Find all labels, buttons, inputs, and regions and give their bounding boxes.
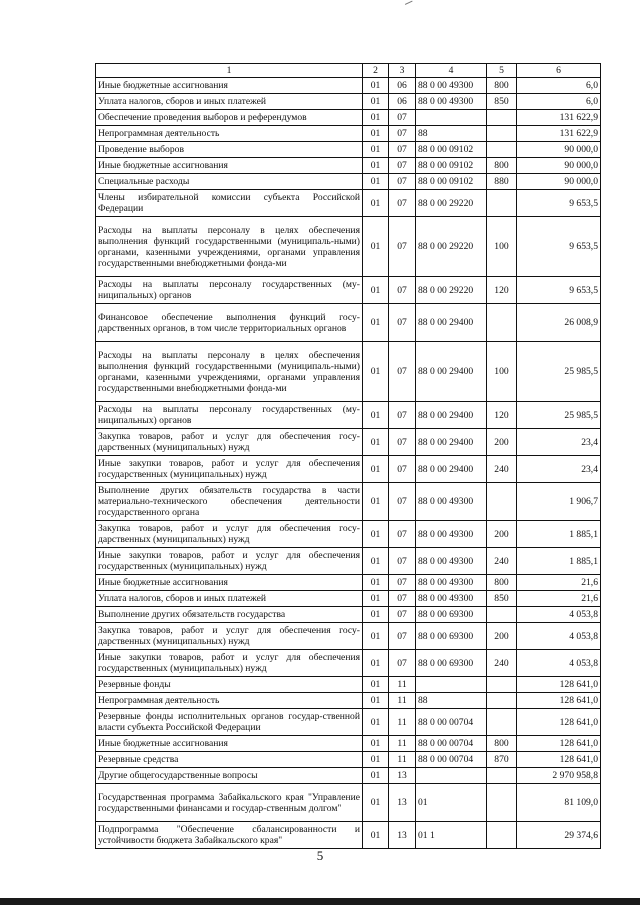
subsection-code: 07 — [389, 607, 416, 623]
table-row — [96, 768, 601, 784]
amount: 25 985,5 — [517, 402, 601, 429]
section-code: 01 — [363, 110, 389, 126]
expense-type-code — [487, 822, 517, 849]
budget-table — [95, 63, 601, 849]
amount: 23,4 — [517, 456, 601, 483]
table-row — [96, 94, 601, 110]
amount: 21,6 — [517, 591, 601, 607]
amount: 4 053,8 — [517, 623, 601, 650]
section-code: 01 — [363, 623, 389, 650]
section-code: 01 — [363, 736, 389, 752]
scan-bottom-edge — [0, 898, 640, 905]
column-number: 2 — [363, 64, 389, 78]
table-row — [96, 402, 601, 429]
amount: 128 641,0 — [517, 693, 601, 709]
table-row — [96, 483, 601, 521]
subsection-code: 07 — [389, 110, 416, 126]
amount: 128 641,0 — [517, 709, 601, 736]
expense-name: Непрограммная деятельность — [96, 693, 363, 709]
subsection-code: 11 — [389, 677, 416, 693]
target-article-code: 88 0 00 29400 — [416, 429, 487, 456]
column-number: 5 — [487, 64, 517, 78]
target-article-code: 88 0 00 49300 — [416, 521, 487, 548]
table-row — [96, 78, 601, 94]
subsection-code: 07 — [389, 483, 416, 521]
target-article-code: 88 0 00 29220 — [416, 190, 487, 217]
expense-type-code: 850 — [487, 94, 517, 110]
amount: 90 000,0 — [517, 174, 601, 190]
subsection-code: 07 — [389, 650, 416, 677]
target-article-code: 88 0 00 29400 — [416, 342, 487, 402]
amount: 81 109,0 — [517, 784, 601, 822]
expense-name: Иные бюджетные ассигнования — [96, 575, 363, 591]
target-article-code: 88 0 00 49300 — [416, 591, 487, 607]
section-code: 01 — [363, 548, 389, 575]
section-code: 01 — [363, 158, 389, 174]
section-code: 01 — [363, 456, 389, 483]
subsection-code: 07 — [389, 575, 416, 591]
expense-name: Непрограммная деятельность — [96, 126, 363, 142]
target-article-code: 01 1 — [416, 822, 487, 849]
section-code: 01 — [363, 677, 389, 693]
table-row — [96, 736, 601, 752]
subsection-code: 11 — [389, 736, 416, 752]
amount: 25 985,5 — [517, 342, 601, 402]
table-row — [96, 521, 601, 548]
table-row — [96, 591, 601, 607]
table-row — [96, 456, 601, 483]
expense-type-code — [487, 607, 517, 623]
expense-name: Расходы на выплаты персоналу государственных (му-ниципальных) органов — [96, 277, 363, 304]
subsection-code: 07 — [389, 190, 416, 217]
target-article-code: 88 0 00 69300 — [416, 607, 487, 623]
section-code: 01 — [363, 822, 389, 849]
expense-name: Иные бюджетные ассигнования — [96, 736, 363, 752]
section-code: 01 — [363, 709, 389, 736]
amount: 9 653,5 — [517, 190, 601, 217]
expense-name: Уплата налогов, сборов и иных платежей — [96, 591, 363, 607]
amount: 4 053,8 — [517, 650, 601, 677]
table-row — [96, 217, 601, 277]
target-article-code: 88 0 00 29400 — [416, 456, 487, 483]
target-article-code — [416, 768, 487, 784]
section-code: 01 — [363, 277, 389, 304]
subsection-code: 07 — [389, 126, 416, 142]
section-code: 01 — [363, 521, 389, 548]
amount: 131 622,9 — [517, 110, 601, 126]
expense-name: Закупка товаров, работ и услуг для обеспечения госу-дарственных (муниципальных) нужд — [96, 521, 363, 548]
table-row — [96, 575, 601, 591]
table-row — [96, 429, 601, 456]
table-row — [96, 142, 601, 158]
expense-type-code — [487, 126, 517, 142]
column-number: 3 — [389, 64, 416, 78]
expense-type-code — [487, 190, 517, 217]
expense-name: Закупка товаров, работ и услуг для обеспечения госу-дарственных (муниципальных) нужд — [96, 429, 363, 456]
table-row — [96, 607, 601, 623]
amount: 4 053,8 — [517, 607, 601, 623]
expense-type-code: 200 — [487, 429, 517, 456]
expense-name: Резервные средства — [96, 752, 363, 768]
table-row — [96, 110, 601, 126]
section-code: 01 — [363, 752, 389, 768]
expense-type-code: 800 — [487, 736, 517, 752]
amount: 90 000,0 — [517, 142, 601, 158]
expense-name: Расходы на выплаты персоналу в целях обеспечения выполнения функций государственными (муниципаль-ными) органами, казенными учреждениями, органами управления государственными внебюджетными фонда-ми — [96, 342, 363, 402]
expense-name: Иные бюджетные ассигнования — [96, 78, 363, 94]
expense-name: Расходы на выплаты персоналу государственных (му-ниципальных) органов — [96, 402, 363, 429]
subsection-code: 07 — [389, 591, 416, 607]
table-row — [96, 822, 601, 849]
column-number: 4 — [416, 64, 487, 78]
expense-type-code: 200 — [487, 521, 517, 548]
target-article-code: 88 0 00 49300 — [416, 548, 487, 575]
subsection-code: 06 — [389, 94, 416, 110]
expense-type-code: 120 — [487, 277, 517, 304]
target-article-code: 88 0 00 49300 — [416, 94, 487, 110]
expense-name: Иные бюджетные ассигнования — [96, 158, 363, 174]
amount: 131 622,9 — [517, 126, 601, 142]
amount: 23,4 — [517, 429, 601, 456]
subsection-code: 07 — [389, 521, 416, 548]
section-code: 01 — [363, 94, 389, 110]
target-article-code: 88 0 00 49300 — [416, 78, 487, 94]
amount: 2 970 958,8 — [517, 768, 601, 784]
target-article-code: 88 0 00 49300 — [416, 483, 487, 521]
expense-name: Подпрограмма "Обеспечение сбалансированности и устойчивости бюджета Забайкальского края" — [96, 822, 363, 849]
subsection-code: 07 — [389, 429, 416, 456]
table-row — [96, 709, 601, 736]
expense-name: Специальные расходы — [96, 174, 363, 190]
column-number-row — [96, 64, 601, 78]
section-code: 01 — [363, 429, 389, 456]
expense-type-code — [487, 677, 517, 693]
subsection-code: 11 — [389, 693, 416, 709]
expense-name: Иные закупки товаров, работ и услуг для обеспечения государственных (муниципальных) нужд — [96, 456, 363, 483]
target-article-code: 88 0 00 49300 — [416, 575, 487, 591]
target-article-code: 88 0 00 29400 — [416, 304, 487, 342]
section-code: 01 — [363, 142, 389, 158]
table-row — [96, 126, 601, 142]
target-article-code: 88 0 00 00704 — [416, 709, 487, 736]
target-article-code: 88 0 00 69300 — [416, 650, 487, 677]
subsection-code: 07 — [389, 456, 416, 483]
subsection-code: 07 — [389, 342, 416, 402]
expense-type-code — [487, 768, 517, 784]
expense-name: Иные закупки товаров, работ и услуг для обеспечения государственных (муниципальных) нужд — [96, 650, 363, 677]
section-code: 01 — [363, 217, 389, 277]
section-code: 01 — [363, 174, 389, 190]
expense-name: Уплата налогов, сборов и иных платежей — [96, 94, 363, 110]
section-code: 01 — [363, 126, 389, 142]
expense-type-code — [487, 142, 517, 158]
subsection-code: 07 — [389, 158, 416, 174]
section-code: 01 — [363, 784, 389, 822]
subsection-code: 13 — [389, 784, 416, 822]
section-code: 01 — [363, 591, 389, 607]
table-row — [96, 752, 601, 768]
expense-type-code: 240 — [487, 650, 517, 677]
table-row — [96, 677, 601, 693]
target-article-code: 01 — [416, 784, 487, 822]
section-code: 01 — [363, 693, 389, 709]
amount: 128 641,0 — [517, 736, 601, 752]
table-row — [96, 277, 601, 304]
target-article-code: 88 0 00 00704 — [416, 752, 487, 768]
amount: 1 885,1 — [517, 521, 601, 548]
page-number: 5 — [316, 848, 324, 863]
expense-type-code — [487, 483, 517, 521]
expense-name: Выполнение других обязательств государства в части материально-технического обеспечения деятельности государственного органа — [96, 483, 363, 521]
target-article-code: 88 0 00 29220 — [416, 217, 487, 277]
table-row — [96, 623, 601, 650]
expense-name: Выполнение других обязательств государства — [96, 607, 363, 623]
expense-type-code: 870 — [487, 752, 517, 768]
section-code: 01 — [363, 575, 389, 591]
expense-type-code — [487, 693, 517, 709]
amount: 29 374,6 — [517, 822, 601, 849]
amount: 26 008,9 — [517, 304, 601, 342]
section-code: 01 — [363, 78, 389, 94]
amount: 1 906,7 — [517, 483, 601, 521]
table-row — [96, 548, 601, 575]
target-article-code: 88 0 00 09102 — [416, 142, 487, 158]
target-article-code: 88 — [416, 126, 487, 142]
expense-type-code: 800 — [487, 158, 517, 174]
amount: 21,6 — [517, 575, 601, 591]
subsection-code: 11 — [389, 752, 416, 768]
subsection-code: 07 — [389, 402, 416, 429]
target-article-code: 88 — [416, 693, 487, 709]
table-row — [96, 650, 601, 677]
target-article-code: 88 0 00 69300 — [416, 623, 487, 650]
section-code: 01 — [363, 304, 389, 342]
table-row — [96, 342, 601, 402]
expense-name: Резервные фонды исполнительных органов государ-ственной власти субъекта Российской Федерации — [96, 709, 363, 736]
expense-name: Другие общегосударственные вопросы — [96, 768, 363, 784]
amount: 128 641,0 — [517, 677, 601, 693]
expense-type-code: 120 — [487, 402, 517, 429]
subsection-code: 07 — [389, 277, 416, 304]
subsection-code: 07 — [389, 142, 416, 158]
subsection-code: 13 — [389, 768, 416, 784]
subsection-code: 07 — [389, 548, 416, 575]
amount: 9 653,5 — [517, 277, 601, 304]
expense-name: Государственная программа Забайкальского края "Управление государственными финансами и государ-ственным долгом" — [96, 784, 363, 822]
subsection-code: 07 — [389, 217, 416, 277]
expense-type-code: 880 — [487, 174, 517, 190]
expense-type-code: 800 — [487, 78, 517, 94]
expense-name: Иные закупки товаров, работ и услуг для обеспечения государственных (муниципальных) нужд — [96, 548, 363, 575]
expense-name: Резервные фонды — [96, 677, 363, 693]
column-number: 6 — [517, 64, 601, 78]
column-number: 1 — [96, 64, 363, 78]
expense-name: Члены избирательной комиссии субъекта Российской Федерации — [96, 190, 363, 217]
amount: 90 000,0 — [517, 158, 601, 174]
expense-name: Проведение выборов — [96, 142, 363, 158]
expense-type-code: 850 — [487, 591, 517, 607]
target-article-code — [416, 110, 487, 126]
target-article-code: 88 0 00 29400 — [416, 402, 487, 429]
subsection-code: 07 — [389, 623, 416, 650]
amount: 1 885,1 — [517, 548, 601, 575]
section-code: 01 — [363, 342, 389, 402]
section-code: 01 — [363, 190, 389, 217]
expense-type-code — [487, 110, 517, 126]
expense-name: Закупка товаров, работ и услуг для обеспечения госу-дарственных (муниципальных) нужд — [96, 623, 363, 650]
section-code: 01 — [363, 402, 389, 429]
expense-type-code — [487, 784, 517, 822]
target-article-code: 88 0 00 00704 — [416, 736, 487, 752]
expense-type-code — [487, 709, 517, 736]
expense-type-code: 800 — [487, 575, 517, 591]
target-article-code — [416, 677, 487, 693]
target-article-code: 88 0 00 09102 — [416, 174, 487, 190]
table-row — [96, 693, 601, 709]
expense-name: Финансовое обеспечение выполнения функций госу-дарственных органов, в том числе территориальных органов — [96, 304, 363, 342]
expense-type-code: 200 — [487, 623, 517, 650]
target-article-code: 88 0 00 29220 — [416, 277, 487, 304]
section-code: 01 — [363, 607, 389, 623]
table-row — [96, 174, 601, 190]
subsection-code: 07 — [389, 174, 416, 190]
table-row — [96, 304, 601, 342]
expense-type-code: 100 — [487, 342, 517, 402]
expense-name: Обеспечение проведения выборов и референдумов — [96, 110, 363, 126]
subsection-code: 07 — [389, 304, 416, 342]
scan-mark — [405, 1, 415, 11]
table-row — [96, 190, 601, 217]
expense-type-code — [487, 304, 517, 342]
section-code: 01 — [363, 650, 389, 677]
expense-type-code: 240 — [487, 548, 517, 575]
expense-type-code: 100 — [487, 217, 517, 277]
amount: 6,0 — [517, 78, 601, 94]
subsection-code: 11 — [389, 709, 416, 736]
subsection-code: 13 — [389, 822, 416, 849]
target-article-code: 88 0 00 09102 — [416, 158, 487, 174]
amount: 6,0 — [517, 94, 601, 110]
amount: 9 653,5 — [517, 217, 601, 277]
table-row — [96, 158, 601, 174]
expense-type-code: 240 — [487, 456, 517, 483]
section-code: 01 — [363, 483, 389, 521]
subsection-code: 06 — [389, 78, 416, 94]
amount: 128 641,0 — [517, 752, 601, 768]
section-code: 01 — [363, 768, 389, 784]
table-row — [96, 784, 601, 822]
expense-name: Расходы на выплаты персоналу в целях обеспечения выполнения функций государственными (муниципаль-ными) органами, казенными учреждениями, органами управления государственными внебюджетными фонда-ми — [96, 217, 363, 277]
